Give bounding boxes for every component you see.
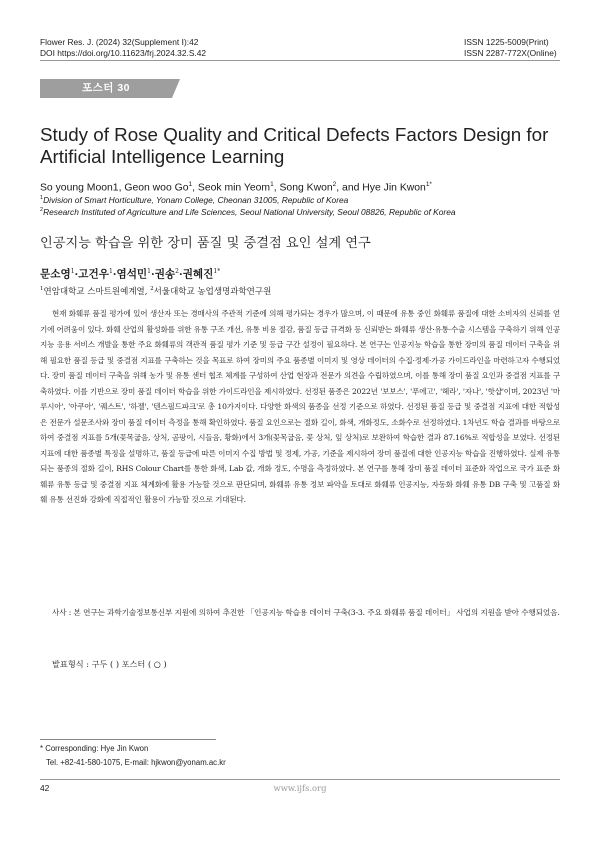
author-sup: 1 (270, 181, 274, 188)
affiliation-text: Research Instituted of Agriculture and Life Sciences, Seoul National University, Seoul 08826, Republic of Korea (43, 206, 456, 217)
footnote-divider (40, 739, 216, 740)
journal-citation (40, 37, 206, 59)
author-sup: 1 (108, 268, 113, 275)
header-divider (40, 60, 560, 61)
page-number: 42 (40, 783, 50, 793)
journal-line: Flower Res. J. (2024) 32(Supplement Ⅰ):42 (40, 37, 199, 47)
author-sup: 1* (213, 268, 221, 275)
issn-online: ISSN 2287-772X(Online) (464, 48, 557, 58)
author-ko: 고건우 (78, 268, 109, 281)
footnote-corresponding: * Corresponding: Hye Jin Kwon (40, 744, 149, 753)
affiliation-sup: 2 (40, 207, 44, 213)
affiliation-en-1 (40, 193, 560, 206)
title-english: Study of Rose Quality and Critical Defects Factors Design for Artificial Intelligence Learning (40, 124, 549, 167)
title-korean: 인공지능 학습을 위한 장미 품질 및 중결점 요인 설계 연구 (40, 236, 371, 251)
author-ko: 염석민 (116, 268, 148, 281)
presentation-format: 발표형식 : 구두 ( ) 포스터 ( ○ ) (52, 659, 167, 669)
issn-print: ISSN 1225-5009(Print) (464, 37, 549, 47)
author-sup: 1 (188, 181, 193, 188)
author-en: Hye Jin Kwon (362, 182, 426, 194)
author-en: Geon woo Go (124, 182, 189, 194)
author-sup: 2 (175, 268, 179, 275)
affiliations-korean (40, 283, 560, 298)
author-sup: 1* (425, 181, 432, 188)
issn-block (464, 37, 557, 59)
footnote-contact: Tel. +82-41-580-1075, E-mail: hjkwon@yonam.ac.kr (46, 758, 226, 767)
author-en: Seok min Yeom (197, 182, 271, 194)
affiliation-sup: 1 (40, 286, 44, 292)
affiliation-text: 서울대학교 농업생명과학연구원 (153, 286, 272, 297)
author-sup: 2 (332, 181, 337, 188)
author-en: Song Kwon (279, 182, 333, 194)
footer-divider (40, 779, 560, 780)
affiliation-text: 연암대학교 스마트원예계열, (43, 286, 151, 297)
author-sup: 1 (147, 268, 151, 275)
author-ko: 권혜진 (182, 268, 214, 281)
affiliation-sup: 2 (150, 286, 154, 292)
author-sup: 1 (70, 268, 75, 275)
authors-english: So young Moon1, Geon woo Go$^1$, Seok min Yeom$^1$, Song Kwon$^2$, and Hye Jin Kwon$^{1*}$ (40, 181, 432, 194)
abstract-body: 현재 화훼류 품질 평가에 있어 생산자 또는 경매사의 주관적 기준에 의해 평가되는 경우가 많으며, 이 때문에 유통 중인 화훼류 품질에 대한 소비자의 신뢰를 얻기에 어려움이 있다. 화훼 산업의 활성화를 위한 유통 구조 개선, 유통 비용 절감, 품질 등급 규격화 등 신뢰받는 화훼류 생산·유통·수출 시스템을 구축하기 위해 인공지능 응용 서비스 개발을 통한 주요 화훼류의 객관적 품질 평가 기준 및 등급 구간 설정이 필요하다. 본 연구는 인공지능 학습을 통한 장미의 품질 데이터 구축을 위해 필요한 품질 등급 및 중결점 지표를 구축하는 것을 목표로 하여 장미의 주요 품종별 이미지 및 영상 데이터의 수집·정제·가공 가이드라인을 마련하고자 수행되었다. 장미 품질 데이터 구축을 위해 농가 및 유통 센터 협조 체계를 구성하여 산업 현장과 전문가 의견을 수립하였으며, 이를 통해 장미 품질 요인과 중결점 지표를 구축하였다. 이를 기반으로 장미 품질 데이터 학습을 위한 가이드라인을 제시하였다. 선정된 품종은 2022년 '보보스', '푸에고', '헤라', '자나', '핫샵'이며, 2023년 '마루시아', '아쿠아', '퀘스트', '하젤', '텐스필드파크'로 총 10가지이다. 다양한 화색의 품종을 선정 기준으로 하였다. 선정된 품질 등급 및 중결점 지표에 대한 적합성은 전문가 설문조사와 장미 품질 데이터 측정을 통해 확인하였다. 품질 요인으로는 절화 길이, 화색, 개화정도, 소화수로 선정하였다. 1차년도 학습 결과를 바탕으로 하여 중결점 지표를 5개(꽃목굽음, 상처, 곰팡이, 시들음, 황화)에서 3개(꽃목굽음, 꽃 상처, 잎 상처)로 보완하여 학습한 결과 87.16%로 적합성을 보였다. 선정된 지표에 대한 품종별 특징을 설명하고, 품질 등급에 따른 이미지 수집 방법 및 정제, 가공, 기준을 제시하여 장미 품질에 대한 인공지능 학습을 진행하였다. 실제 유통되는 품종의 절화 길이, RHS Colour Chart를 통한 화색, Lab 값, 개화 정도, 수명을 측정하였다. 본 연구를 통해 장미 품질 데이터 표준화 작업으로 국가 표준 화훼류 유통 등급 및 중결점 지표 체계화에 활용 가능할 것으로 판단되며, 화훼류 유통 정보 파악을 토대로 화훼류 인공지능, 자동화 화훼 유통 DB 구축 및 고품질 화훼 유통 선진화 강화에 직접적인 활용이 가능할 것으로 기대된다. (40, 309, 560, 504)
author-ko: 문소영 (40, 268, 71, 281)
affiliation-en-2 (40, 205, 560, 218)
doi-line[interactable]: DOI https://doi.org/10.11623/frj.2024.32.S.42 (40, 48, 207, 58)
poster-tag: 포스터 30 (40, 79, 172, 98)
affiliation-text: Division of Smart Horticulture, Yonam College, Cheonan 31005, Republic of Korea (43, 194, 349, 205)
website-link[interactable]: www.ijfs.org (273, 783, 327, 793)
authors-korean: 문소영$^1$·고건우$^1$·염석민$^1$·권송$^2$·권혜진$^{1*}$ (40, 268, 221, 281)
affiliation-sup: 1 (40, 195, 44, 201)
author-en: So young Moon1 (40, 182, 119, 194)
author-ko: 권송 (154, 268, 176, 281)
acknowledgement: 사사 : 본 연구는 과학기술정보통신부 지원에 의하여 추진한 「인공지능 학습용 데이터 구축(3-3. 주요 화훼류 품질 데이터」 사업의 지원을 받아 수행되었음. (52, 608, 560, 617)
